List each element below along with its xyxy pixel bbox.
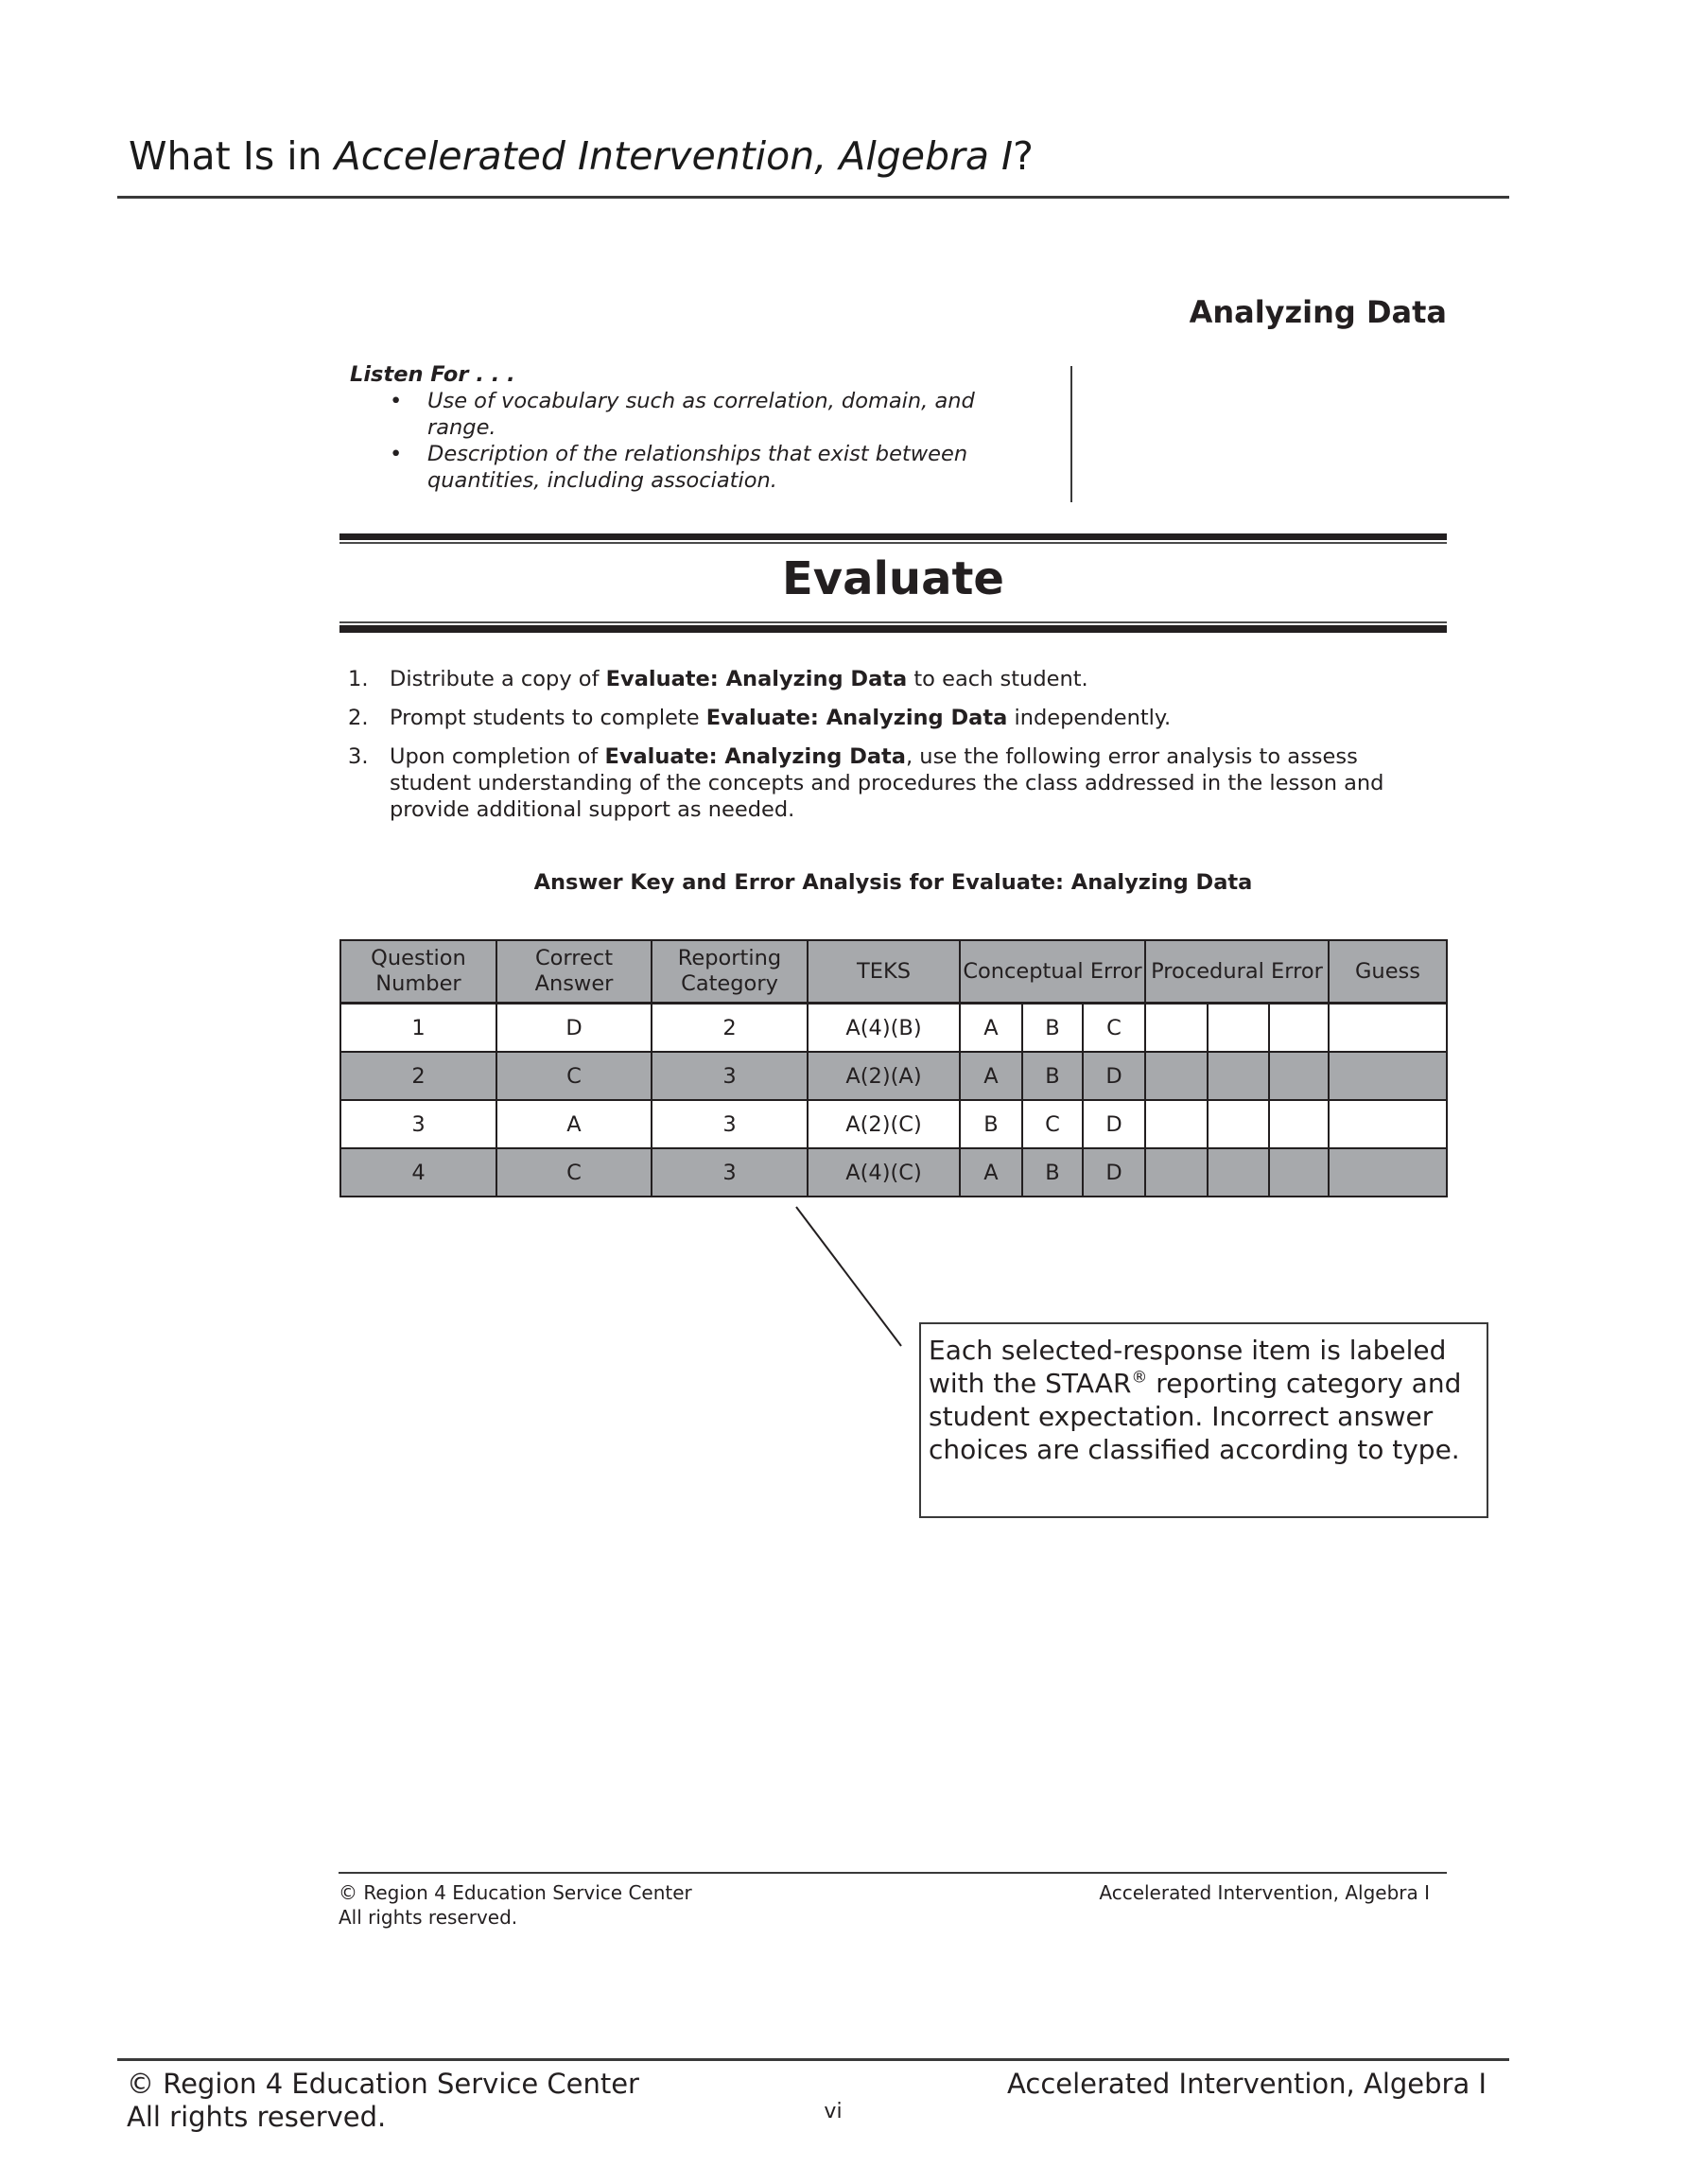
cell-procedural — [1208, 1100, 1269, 1148]
header-procedural-error: Procedural Error — [1145, 940, 1329, 1004]
list-item: • Use of vocabulary such as correlation, domain, and range. — [427, 388, 1031, 441]
cell-question: 4 — [340, 1148, 496, 1197]
page-number: vi — [824, 2100, 843, 2123]
cell-teks: A(4)(C) — [808, 1148, 960, 1197]
cell-procedural — [1208, 1148, 1269, 1197]
outer-footer-rule — [117, 2058, 1509, 2061]
cell-answer: C — [496, 1052, 652, 1100]
listen-for-list — [350, 388, 1031, 494]
cell-conceptual: B — [1022, 1052, 1083, 1100]
cell-question: 2 — [340, 1052, 496, 1100]
cell-conceptual: D — [1083, 1052, 1145, 1100]
header-question-number: Question Number — [340, 940, 496, 1004]
page-title-suffix: ? — [1013, 133, 1034, 179]
page-title-prefix: What Is in — [129, 133, 335, 179]
cell-guess — [1329, 1004, 1447, 1053]
step-2 — [348, 705, 1426, 731]
outer-footer-copyright: © Region 4 Education Service Center All rights reserved. — [127, 2068, 639, 2133]
cell-guess — [1329, 1148, 1447, 1197]
listen-for-divider — [1070, 366, 1072, 502]
cell-conceptual: C — [1022, 1100, 1083, 1148]
cell-procedural — [1269, 1148, 1329, 1197]
cell-procedural — [1145, 1052, 1208, 1100]
registered-mark: ® — [1131, 1368, 1148, 1388]
cell-conceptual: C — [1083, 1004, 1145, 1053]
step-text: Prompt students to complete Evaluate: Analyzing Data independently. — [390, 706, 1172, 730]
cell-answer: A — [496, 1100, 652, 1148]
cell-procedural — [1269, 1004, 1329, 1053]
instruction-steps — [348, 666, 1426, 835]
cell-conceptual: D — [1083, 1148, 1145, 1197]
outer-footer-book-title: Accelerated Intervention, Algebra I — [1007, 2068, 1487, 2100]
inner-footer-copyright: © Region 4 Education Service Center All rights reserved. — [339, 1881, 692, 1929]
evaluate-top-thin-rule — [339, 542, 1447, 544]
step-3 — [348, 743, 1426, 823]
step-text: Distribute a copy of Evaluate: Analyzing Data to each student. — [390, 667, 1088, 691]
table-row — [340, 1100, 1447, 1148]
cell-conceptual: A — [960, 1148, 1022, 1197]
cell-category: 3 — [652, 1148, 808, 1197]
cell-category: 2 — [652, 1004, 808, 1053]
cell-teks: A(2)(C) — [808, 1100, 960, 1148]
inner-footer-rule — [339, 1872, 1447, 1874]
cell-procedural — [1208, 1052, 1269, 1100]
section-title: Analyzing Data — [1189, 294, 1447, 330]
cell-conceptual: B — [960, 1100, 1022, 1148]
header-teks: TEKS — [808, 940, 960, 1004]
cell-question: 1 — [340, 1004, 496, 1053]
table-row — [340, 1004, 1447, 1053]
cell-conceptual: A — [960, 1004, 1022, 1053]
step-number: 3. — [348, 744, 369, 769]
header-reporting-category: Reporting Category — [652, 940, 808, 1004]
cell-conceptual: B — [1022, 1004, 1083, 1053]
listen-for-box — [350, 361, 1031, 494]
inner-footer-book-title: Accelerated Intervention, Algebra I — [1099, 1881, 1430, 1904]
header-correct-answer: Correct Answer — [496, 940, 652, 1004]
cell-conceptual: A — [960, 1052, 1022, 1100]
list-item: • Description of the relationships that exist between quantities, including association. — [427, 441, 1031, 494]
evaluate-banner: Evaluate — [782, 552, 1004, 605]
evaluate-bottom-thin-rule — [339, 621, 1447, 623]
cell-answer: D — [496, 1004, 652, 1053]
listen-for-heading: Listen For . . . — [350, 362, 515, 387]
cell-category: 3 — [652, 1100, 808, 1148]
page-title-italic: Accelerated Intervention, Algebra I — [334, 133, 1014, 179]
cell-procedural — [1269, 1052, 1329, 1100]
callout-box: Each selected-response item is labeled with the STAAR® reporting category and student expectation. Incorrect answer choices are classified according to type. — [919, 1322, 1488, 1518]
cell-teks: A(4)(B) — [808, 1004, 960, 1053]
cell-answer: C — [496, 1148, 652, 1197]
cell-conceptual: B — [1022, 1148, 1083, 1197]
step-number: 1. — [348, 667, 369, 691]
cell-conceptual: D — [1083, 1100, 1145, 1148]
evaluate-bottom-thick-rule — [339, 625, 1447, 633]
cell-guess — [1329, 1100, 1447, 1148]
header-guess: Guess — [1329, 940, 1447, 1004]
table-header-row — [340, 940, 1447, 1004]
cell-guess — [1329, 1052, 1447, 1100]
table-title: Answer Key and Error Analysis for Evaluate: Analyzing Data — [533, 870, 1253, 895]
answer-key-table — [339, 939, 1448, 1197]
evaluate-top-thick-rule — [339, 533, 1447, 540]
cell-procedural — [1145, 1100, 1208, 1148]
table-row — [340, 1148, 1447, 1197]
cell-procedural — [1145, 1004, 1208, 1053]
step-text: Upon completion of Evaluate: Analyzing Data, use the following error analysis to assess student understanding of the concepts and procedures the class addressed in the lesson and provide additional support as needed. — [390, 744, 1384, 822]
cell-teks: A(2)(A) — [808, 1052, 960, 1100]
header-rule — [117, 196, 1509, 199]
cell-procedural — [1269, 1100, 1329, 1148]
page-title — [129, 132, 1034, 180]
header-conceptual-error: Conceptual Error — [960, 940, 1145, 1004]
cell-procedural — [1145, 1148, 1208, 1197]
cell-category: 3 — [652, 1052, 808, 1100]
step-number: 2. — [348, 706, 369, 730]
step-1 — [348, 666, 1426, 692]
table-row — [340, 1052, 1447, 1100]
cell-question: 3 — [340, 1100, 496, 1148]
cell-procedural — [1208, 1004, 1269, 1053]
